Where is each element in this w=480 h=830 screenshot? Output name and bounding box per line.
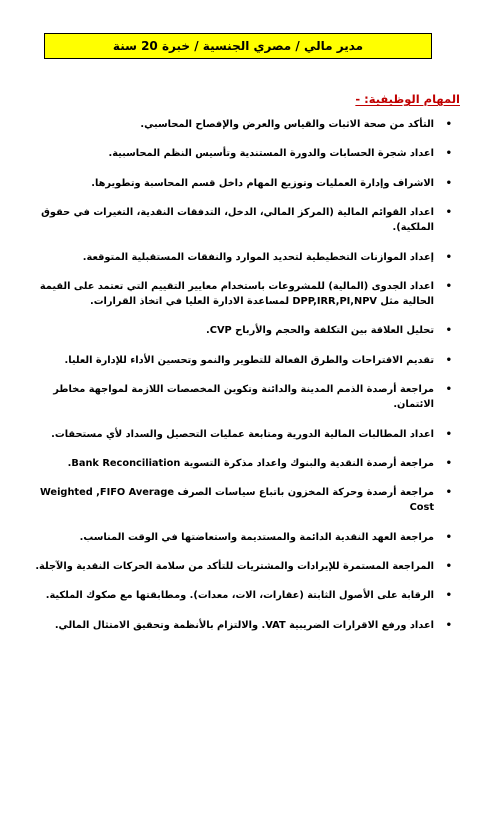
bullet-icon: • bbox=[445, 384, 452, 396]
task-text: إعداد الموازنات التخطيطية لتحديد الموارد والنفقات المستقبلية المتوقعة. bbox=[82, 251, 434, 263]
task-text: مراجعة أرصدة النقدية والبنوك واعداد مذكرة التسوية Bank Reconciliation. bbox=[67, 457, 434, 469]
task-item bbox=[20, 353, 460, 368]
task-text: اعداد الجدوى (المالية) للمشروعات باستخدام معايير التقييم التي تعتمد على القيمة الحالية مثل DPP,IRR,PI,NPV لمساعدة الادارة العليا في اتخاذ القرارات. bbox=[39, 280, 434, 307]
bullet-icon: • bbox=[445, 487, 452, 499]
bullet-icon: • bbox=[445, 619, 452, 631]
bullet-icon: • bbox=[445, 561, 452, 573]
bullet-icon: • bbox=[445, 207, 452, 219]
task-item bbox=[20, 176, 460, 191]
task-item bbox=[20, 456, 460, 471]
task-text: مراجعة العهد النقدية الدائمة والمستديمة واستعاضتها في الوقت المناسب. bbox=[79, 531, 434, 543]
bullet-icon: • bbox=[445, 531, 452, 543]
task-item bbox=[20, 205, 460, 235]
task-item bbox=[20, 530, 460, 545]
task-item bbox=[20, 382, 460, 412]
task-item bbox=[20, 427, 460, 442]
bullet-icon: • bbox=[445, 354, 452, 366]
task-item bbox=[20, 279, 460, 309]
task-item bbox=[20, 146, 460, 161]
task-item bbox=[20, 559, 460, 574]
bullet-icon: • bbox=[445, 177, 452, 189]
bullet-icon: • bbox=[445, 280, 452, 292]
bullet-icon: • bbox=[445, 325, 452, 337]
task-item bbox=[20, 588, 460, 603]
task-text: تحليل العلاقة بين التكلفة والحجم والأرباح CVP. bbox=[206, 325, 434, 337]
bullet-icon: • bbox=[445, 457, 452, 469]
job-title-banner bbox=[44, 33, 432, 59]
bullet-icon: • bbox=[445, 148, 452, 160]
task-text: التأكد من صحة الاثبات والقياس والعرض والإفصاح المحاسبي. bbox=[140, 119, 434, 130]
task-item bbox=[20, 117, 460, 132]
bullet-icon: • bbox=[445, 119, 452, 130]
section-title: المهام الوظيفية: - bbox=[355, 92, 460, 106]
bullet-icon: • bbox=[445, 428, 452, 440]
task-item bbox=[20, 250, 460, 265]
job-title-text: مدير مالي / مصري الجنسية / خبرة 20 سنة bbox=[112, 39, 364, 53]
task-item bbox=[20, 323, 460, 338]
bullet-icon: • bbox=[445, 590, 452, 602]
bullet-icon: • bbox=[445, 251, 452, 263]
task-text: الاشراف وإدارة العمليات وتوزيع المهام داخل قسم المحاسبة وتطويرها. bbox=[91, 177, 434, 189]
task-text: اعداد المطالبات المالية الدورية ومتابعة عمليات التحصيل والسداد لأي مستحقات. bbox=[51, 428, 434, 440]
task-text: اعداد القوائم المالية (المركز المالي، الدخل، التدفقات النقدية، التغيرات في حقوق الملكية). bbox=[41, 207, 434, 234]
task-text: اعداد شجرة الحسابات والدورة المستندية وتأسيس النظم المحاسبية. bbox=[108, 148, 434, 160]
task-item bbox=[20, 618, 460, 633]
task-text: مراجعة أرصدة وحركة المخزون باتباع سياسات الصرف Weighted ,FIFO Average Cost bbox=[39, 487, 434, 514]
task-item bbox=[20, 485, 460, 515]
task-text: الرقابة على الأصول الثابتة (عقارات، الات، معدات). ومطابقتها مع صكوك الملكية. bbox=[45, 590, 434, 602]
task-text: تقديم الاقتراحات والطرق الفعالة للتطوير والنمو وتحسين الأداء للإدارة العليا. bbox=[64, 354, 434, 366]
task-text: اعداد ورفع الاقرارات الضريبية VAT. والالتزام بالأنظمة وتحقيق الامتثال المالي. bbox=[54, 619, 434, 631]
task-list bbox=[20, 117, 460, 647]
task-text: مراجعة أرصدة الذمم المدينة والدائنة وتكوين المخصصات اللازمة لمواجهة مخاطر الائتمان. bbox=[53, 384, 434, 411]
task-text: المراجعة المستمرة للإيرادات والمشتريات للتأكد من سلامة الحركات النقدية والآجلة. bbox=[35, 561, 434, 573]
